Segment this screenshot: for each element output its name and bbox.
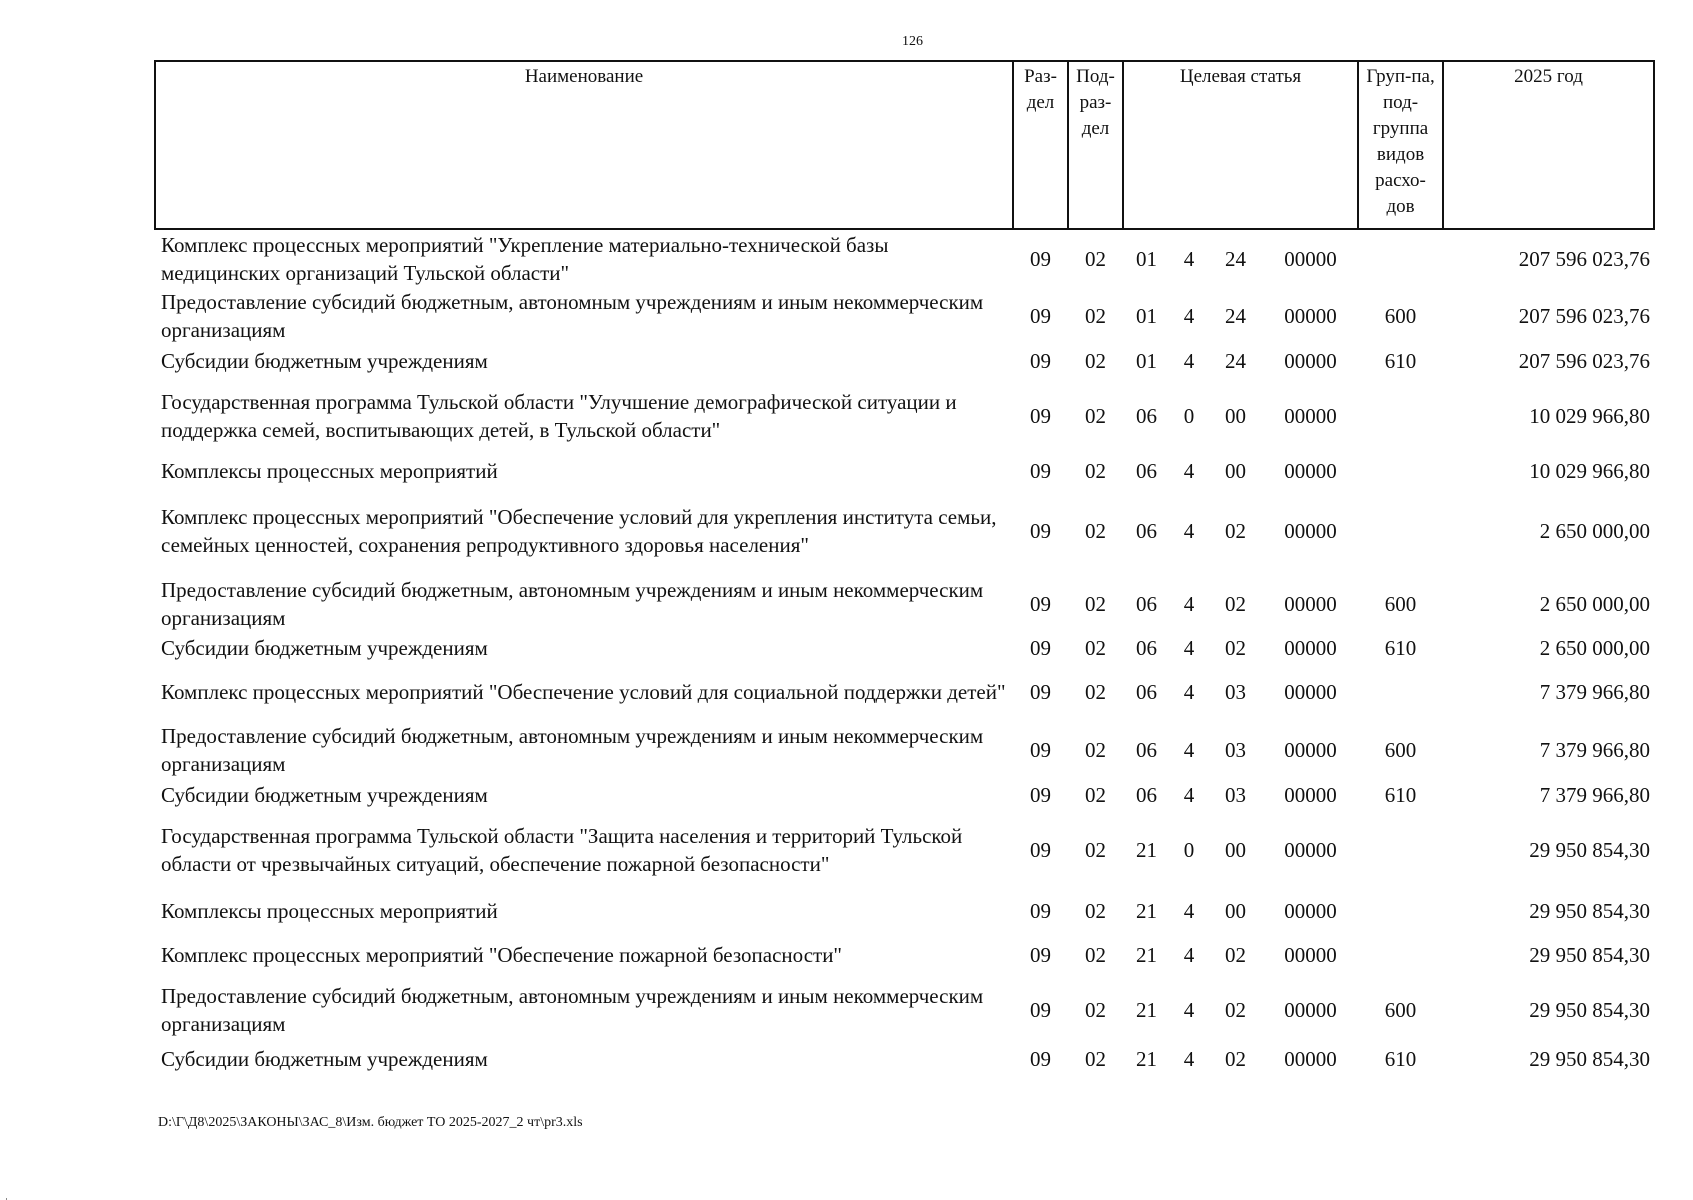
row-program: 06 [1136,636,1157,660]
table-row [155,779,1654,811]
row-subsection: 02 [1085,738,1106,762]
row-expense-group: 600 [1384,592,1417,616]
row-program: 21 [1136,838,1157,862]
table-row [155,1043,1654,1075]
header-year: 2025 год [1443,61,1654,229]
header-section: Раз-дел [1013,61,1068,229]
row-program: 21 [1136,943,1157,967]
row-subsection: 02 [1085,1047,1106,1071]
row-subsection: 02 [1085,404,1106,428]
row-program: 06 [1136,680,1157,704]
table-row [155,811,1654,889]
row-direction: 00000 [1284,404,1337,428]
row-subsection: 02 [1085,349,1106,373]
table-row [155,889,1654,933]
row-structure: 24 [1225,349,1246,373]
row-type: 4 [1183,783,1195,807]
row-amount: 207 596 023,76 [1518,304,1651,328]
row-structure: 02 [1225,998,1246,1022]
row-amount: 29 950 854,30 [1529,838,1651,862]
row-program: 01 [1136,304,1157,328]
row-name: Комплекс процессных мероприятий "Обеспечение условий для социальной поддержки детей" [161,680,1006,704]
row-section: 09 [1030,1047,1051,1071]
row-amount: 29 950 854,30 [1529,943,1651,967]
row-type: 4 [1183,899,1195,923]
row-program: 01 [1136,349,1157,373]
row-structure: 00 [1225,459,1246,483]
row-type: 0 [1183,838,1195,862]
row-direction: 00000 [1284,838,1337,862]
row-structure: 03 [1225,738,1246,762]
budget-table-container [154,60,1653,1075]
row-subsection: 02 [1085,304,1106,328]
row-subsection: 02 [1085,838,1106,862]
table-row [155,663,1654,721]
row-direction: 00000 [1284,943,1337,967]
row-structure: 00 [1225,404,1246,428]
row-amount: 10 029 966,80 [1529,404,1651,428]
row-expense-group: 600 [1384,304,1417,328]
row-type: 4 [1183,349,1195,373]
row-subsection: 02 [1085,636,1106,660]
row-name: Комплексы процессных мероприятий [161,459,498,483]
row-structure: 02 [1225,519,1246,543]
row-subsection: 02 [1085,459,1106,483]
row-expense-group [1358,487,1443,575]
row-direction: 00000 [1284,519,1337,543]
row-expense-group: 610 [1384,636,1417,660]
row-type: 4 [1183,943,1195,967]
row-name: Государственная программа Тульской области "Защита населения и территорий Тульской области от чрезвычайных ситуаций, обеспечение пожарной безопасности" [161,824,963,876]
row-type: 0 [1183,404,1195,428]
row-section: 09 [1030,943,1051,967]
row-program: 06 [1136,592,1157,616]
row-direction: 00000 [1284,680,1337,704]
row-expense-group [1358,455,1443,487]
row-direction: 00000 [1284,1047,1337,1071]
row-program: 06 [1136,459,1157,483]
row-subsection: 02 [1085,998,1106,1022]
table-body [155,229,1654,1075]
row-name: Предоставление субсидий бюджетным, автономным учреждениям и иным некоммерческим организациям [161,578,984,630]
row-name: Субсидии бюджетным учреждениям [161,783,488,807]
row-name: Комплексы процессных мероприятий [161,899,498,923]
row-name: Предоставление субсидий бюджетным, автономным учреждениям и иным некоммерческим организациям [161,290,984,342]
row-program: 06 [1136,738,1157,762]
row-structure: 00 [1225,838,1246,862]
row-section: 09 [1030,246,1051,271]
row-expense-group: 610 [1384,783,1417,807]
table-row [155,575,1654,633]
row-structure: 03 [1225,783,1246,807]
row-program: 21 [1136,899,1157,923]
row-program: 06 [1136,519,1157,543]
row-expense-group [1358,933,1443,977]
row-structure: 02 [1225,636,1246,660]
footer-file-path: D:\Г\Д8\2025\ЗАКОНЫ\ЗАС_8\Изм. бюджет ТО 2025-2027_2 чт\pr3.xls [158,1115,583,1130]
row-program: 06 [1136,783,1157,807]
row-section: 09 [1030,998,1051,1022]
row-section: 09 [1030,519,1051,543]
row-program: 21 [1136,1047,1157,1071]
row-amount: 7 379 966,80 [1539,680,1651,704]
row-type: 4 [1183,998,1195,1022]
row-structure: 24 [1225,246,1246,271]
row-direction: 00000 [1284,783,1337,807]
row-direction: 00000 [1284,246,1337,271]
row-expense-group: 600 [1384,998,1417,1022]
row-subsection: 02 [1085,943,1106,967]
row-direction: 00000 [1284,349,1337,373]
row-name: Субсидии бюджетным учреждениям [161,1047,488,1071]
row-subsection: 02 [1085,246,1106,271]
row-direction: 00000 [1284,899,1337,923]
table-row [155,487,1654,575]
row-program: 21 [1136,998,1157,1022]
row-name: Субсидии бюджетным учреждениям [161,349,488,373]
row-amount: 7 379 966,80 [1539,738,1651,762]
row-amount: 29 950 854,30 [1529,998,1651,1022]
row-section: 09 [1030,899,1051,923]
row-type: 4 [1183,519,1195,543]
row-direction: 00000 [1284,459,1337,483]
row-section: 09 [1030,636,1051,660]
row-amount: 10 029 966,80 [1529,459,1651,483]
row-amount: 7 379 966,80 [1539,783,1651,807]
row-name: Предоставление субсидий бюджетным, автономным учреждениям и иным некоммерческим организациям [161,984,984,1036]
row-direction: 00000 [1284,998,1337,1022]
row-amount: 207 596 023,76 [1518,246,1651,271]
table-row [155,345,1654,377]
row-type: 4 [1183,636,1195,660]
row-amount: 2 650 000,00 [1539,592,1651,616]
row-section: 09 [1030,404,1051,428]
row-expense-group [1358,663,1443,721]
row-direction: 00000 [1284,304,1337,328]
row-structure: 02 [1225,592,1246,616]
row-type: 4 [1183,1047,1195,1071]
row-type: 4 [1183,680,1195,704]
table-row [155,377,1654,455]
row-direction: 00000 [1284,738,1337,762]
header-subsection: Под-раз-дел [1068,61,1123,229]
row-expense-group [1358,889,1443,933]
row-expense-group [1358,229,1443,287]
row-subsection: 02 [1085,519,1106,543]
table-row [155,721,1654,779]
row-type: 4 [1183,592,1195,616]
row-section: 09 [1030,459,1051,483]
row-name: Комплекс процессных мероприятий "Обеспечение пожарной безопасности" [161,943,843,967]
row-subsection: 02 [1085,899,1106,923]
table-row [155,977,1654,1043]
row-amount: 29 950 854,30 [1529,1047,1651,1071]
row-direction: 00000 [1284,636,1337,660]
row-direction: 00000 [1284,592,1337,616]
header-expense-group: Груп-па, под-группа видов расхо-дов [1358,61,1443,229]
header-name: Наименование [155,61,1013,229]
row-subsection: 02 [1085,783,1106,807]
row-name: Субсидии бюджетным учреждениям [161,636,488,660]
row-structure: 24 [1225,304,1246,328]
row-section: 09 [1030,304,1051,328]
row-expense-group: 610 [1384,1047,1417,1071]
row-expense-group: 610 [1384,349,1417,373]
row-structure: 02 [1225,1047,1246,1071]
row-type: 4 [1183,459,1195,483]
row-name: Государственная программа Тульской области "Улучшение демографической ситуации и поддержка семей, воспитывающих детей, в Тульской области" [161,390,957,442]
row-name: Предоставление субсидий бюджетным, автономным учреждениям и иным некоммерческим организациям [161,724,984,776]
table-row [155,933,1654,977]
table-row [155,229,1654,287]
row-program: 06 [1136,404,1157,428]
row-subsection: 02 [1085,680,1106,704]
row-section: 09 [1030,592,1051,616]
row-amount: 207 596 023,76 [1518,349,1651,373]
row-expense-group: 600 [1384,738,1417,762]
row-amount: 29 950 854,30 [1529,899,1651,923]
page-number: 126 [902,34,923,49]
row-structure: 03 [1225,680,1246,704]
header-target-article: Целевая статья [1123,61,1358,229]
row-type: 4 [1183,304,1195,328]
row-structure: 00 [1225,899,1246,923]
row-section: 09 [1030,680,1051,704]
row-name: Комплекс процессных мероприятий "Обеспечение условий для укрепления института семьи, семейных ценностей, сохранения репродуктивного здоровья населения" [161,505,997,557]
row-amount: 2 650 000,00 [1539,636,1651,660]
table-row [155,633,1654,663]
row-expense-group [1358,811,1443,889]
table-row [155,455,1654,487]
row-expense-group [1358,377,1443,455]
row-section: 09 [1030,349,1051,373]
row-section: 09 [1030,738,1051,762]
row-structure: 02 [1225,943,1246,967]
row-type: 4 [1183,246,1195,271]
row-section: 09 [1030,838,1051,862]
row-subsection: 02 [1085,592,1106,616]
budget-table [154,60,1655,1075]
row-type: 4 [1183,738,1195,762]
row-program: 01 [1136,246,1157,271]
table-row [155,287,1654,345]
table-header [155,61,1654,229]
row-section: 09 [1030,783,1051,807]
row-amount: 2 650 000,00 [1539,519,1651,543]
row-name: Комплекс процессных мероприятий "Укрепление материально-технической базы медицинских организаций Тульской области" [161,232,889,285]
